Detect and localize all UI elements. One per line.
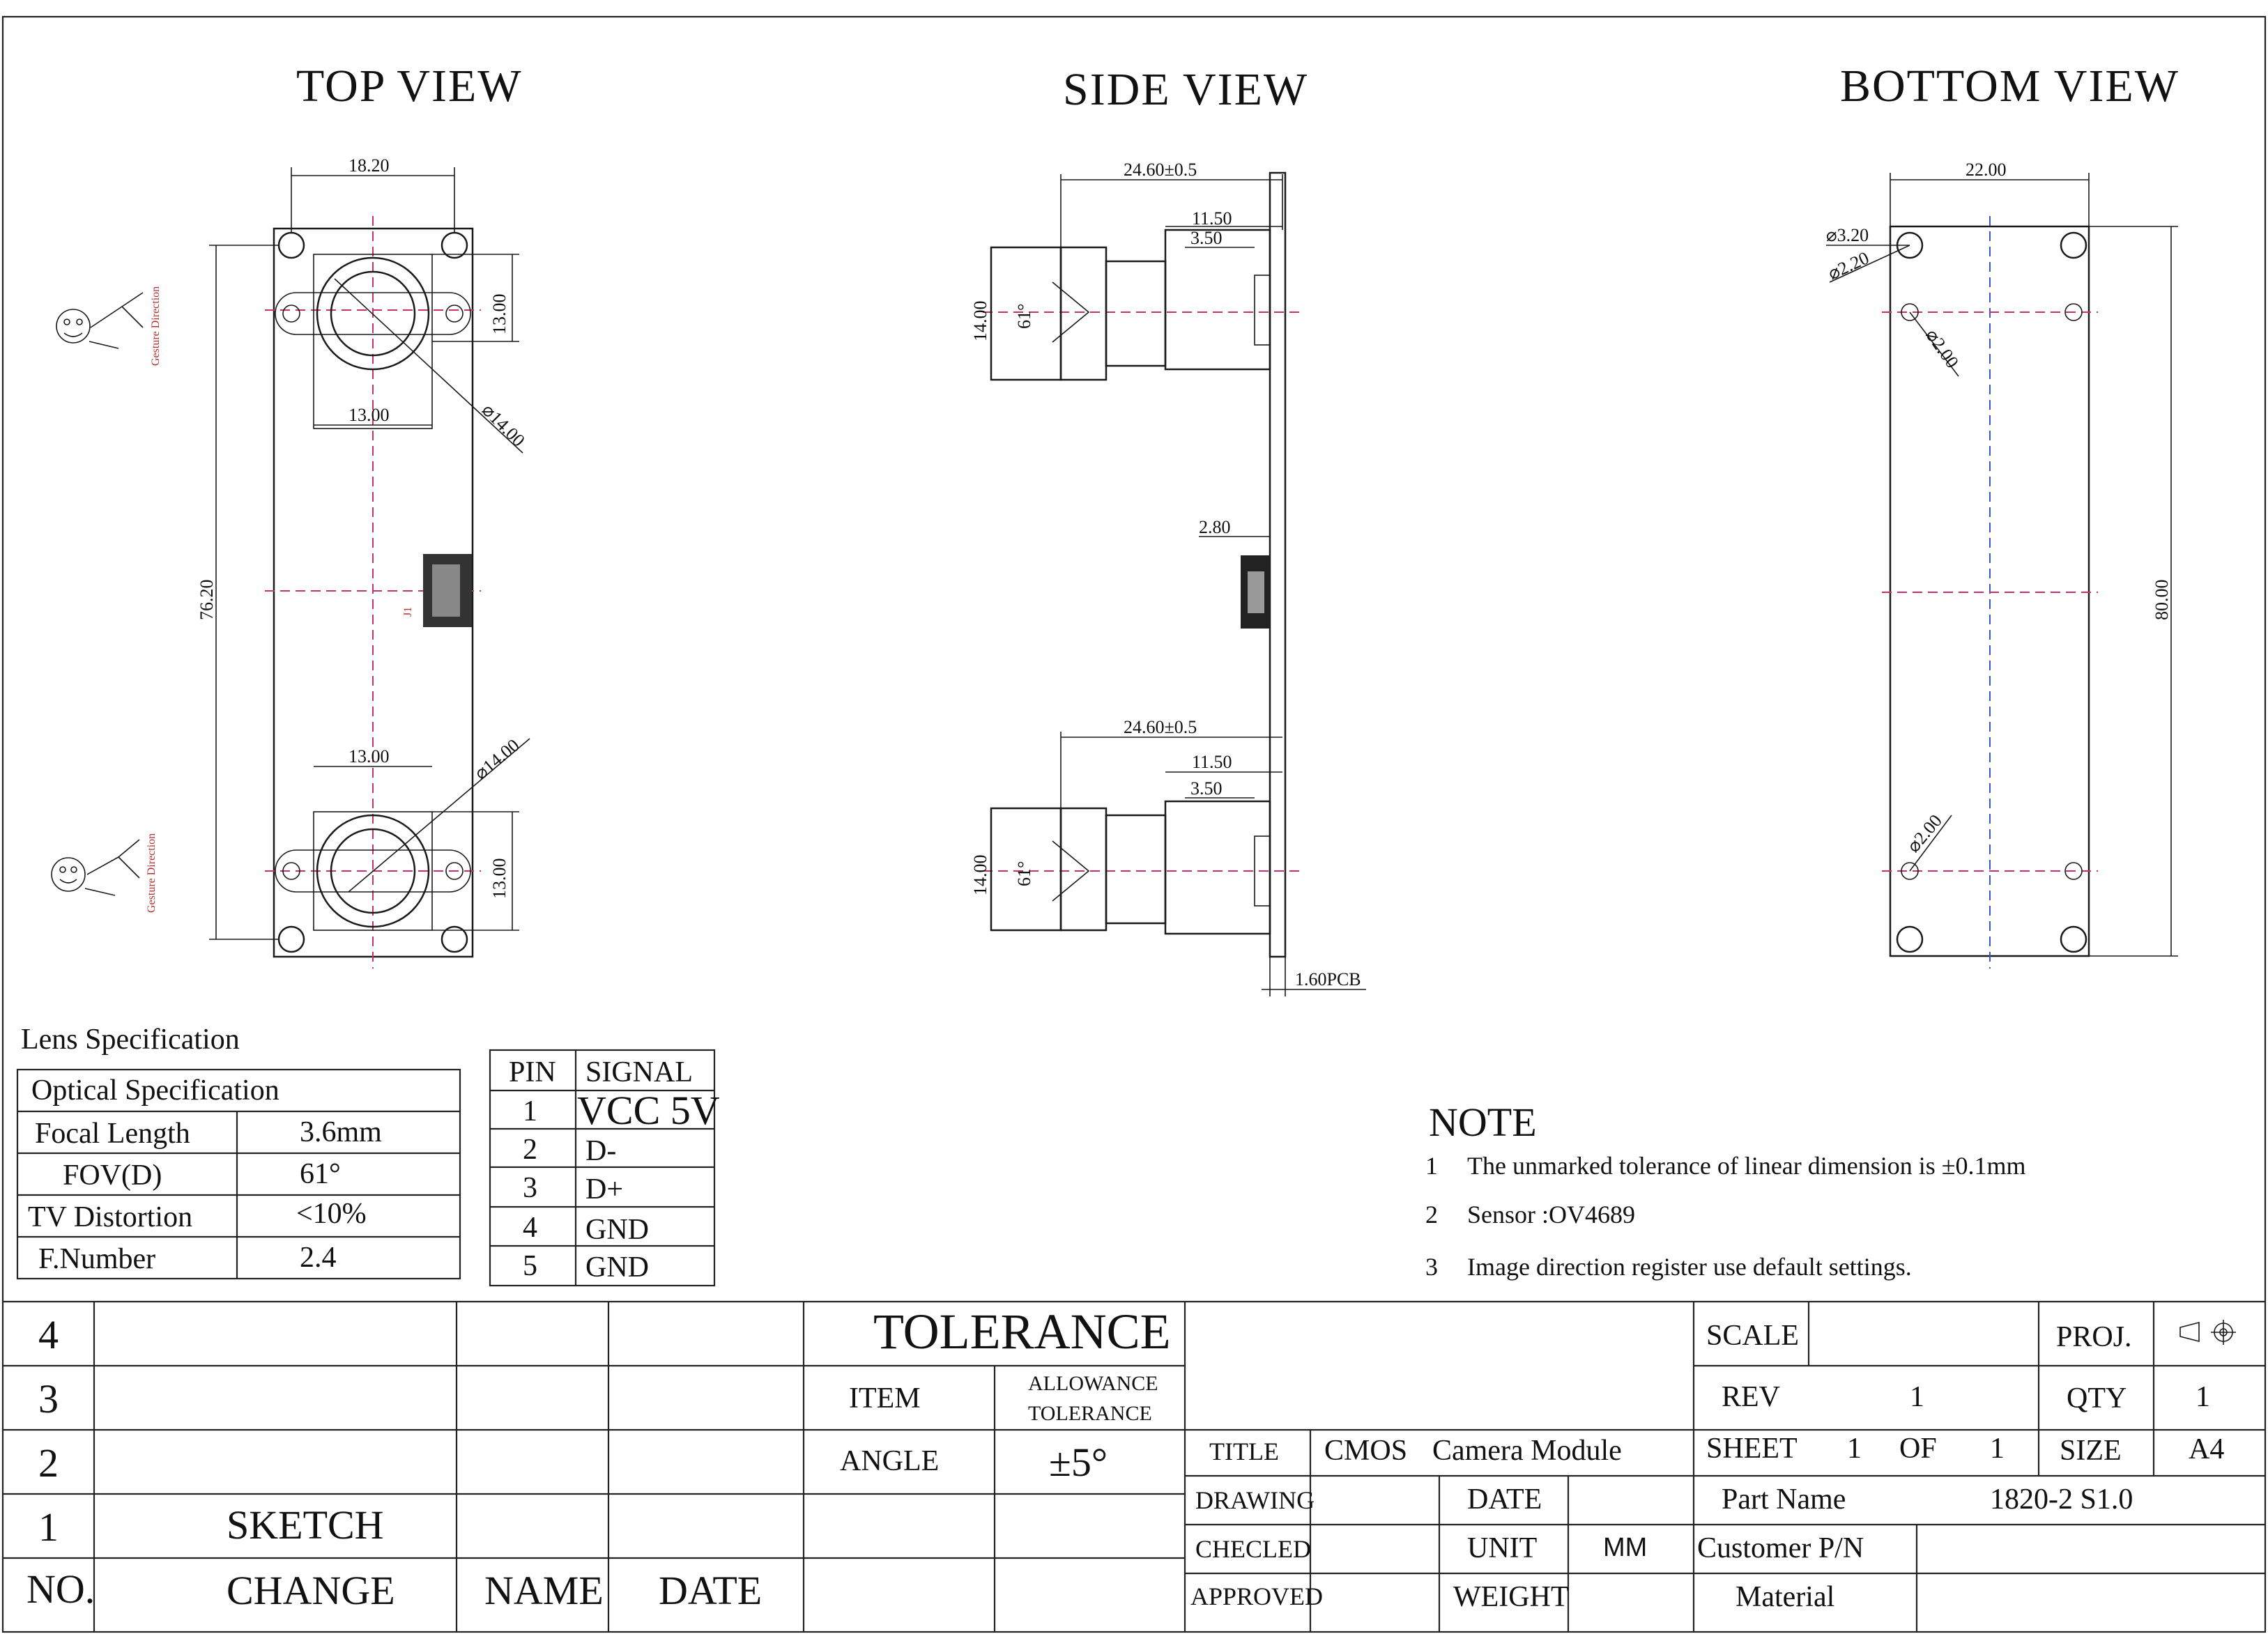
- tb-drawing: DRAWING: [1195, 1486, 1315, 1514]
- top-view: [52, 155, 530, 969]
- signal-2: D+: [585, 1173, 624, 1205]
- top-view-title: TOP VIEW: [296, 61, 523, 111]
- tolerance-item: ITEM: [849, 1382, 921, 1415]
- tb-checked: CHECLED: [1195, 1535, 1311, 1563]
- note-text-2: Image direction register use default settings.: [1467, 1253, 1912, 1281]
- notes-heading: NOTE: [1429, 1100, 1537, 1145]
- signal-header: SIGNAL: [585, 1056, 693, 1088]
- lens-spec-label-0: Focal Length: [35, 1118, 190, 1150]
- side-usb-inner: [1248, 571, 1264, 613]
- note-num-0: 1: [1425, 1152, 1438, 1180]
- signal-0: VCC 5V: [577, 1088, 720, 1133]
- tolerance-block: [840, 1304, 1171, 1485]
- bottom-mount-hole-2: [2061, 233, 2086, 258]
- signal-4: GND: [585, 1251, 649, 1284]
- top-screw-ur: [446, 305, 463, 322]
- rev-no-header: NO.: [26, 1566, 95, 1612]
- tb-title-value-2: Camera Module: [1432, 1435, 1622, 1467]
- note-text-0: The unmarked tolerance of linear dimension is ±0.1mm: [1467, 1152, 2026, 1180]
- dim-top-holder-upper: 13.00: [348, 405, 390, 425]
- pin-3: 4: [523, 1212, 537, 1244]
- bottom-mount-hole-3: [1897, 927, 1922, 952]
- icon-label-bottom: Gesture Direction: [146, 833, 158, 913]
- tb-size: SIZE: [2060, 1435, 2122, 1467]
- tb-sheet-value: 1: [1847, 1433, 1862, 1465]
- dim-bottom-hole-small: ⌀2.20: [1825, 247, 1872, 284]
- top-mount-hole-1: [279, 233, 304, 258]
- rev-change-header: CHANGE: [227, 1568, 395, 1613]
- dim-bottom-length: 80.00: [2152, 579, 2172, 620]
- lens-spec-value-0: 3.6mm: [300, 1116, 382, 1148]
- tb-part-name: Part Name: [1722, 1483, 1846, 1516]
- dim-side-holder-lower: 11.50: [1192, 752, 1232, 772]
- side-lens-upper-ring: [1061, 247, 1106, 380]
- note-num-2: 3: [1425, 1253, 1438, 1281]
- tb-customer-pn: Customer P/N: [1697, 1532, 1864, 1564]
- side-lens-lower-ring: [1061, 808, 1106, 930]
- dim-top-holder-side-upper: 13.00: [489, 293, 509, 334]
- tb-qty: QTY: [2067, 1382, 2127, 1415]
- pin-header: PIN: [509, 1056, 556, 1088]
- dim-side-base-upper: 3.50: [1190, 228, 1223, 248]
- top-connector-label: J1: [402, 606, 414, 617]
- icon-label-top: Gesture Direction: [150, 286, 162, 366]
- dim-bottom-hole-top: ⌀2.00: [1922, 325, 1963, 372]
- note-num-1: 2: [1425, 1201, 1438, 1228]
- tb-unit-value: MM: [1603, 1533, 1648, 1562]
- notes: [1425, 1100, 2026, 1281]
- lens-spec-label-2: TV Distortion: [28, 1201, 193, 1233]
- signal-1: D-: [585, 1135, 617, 1167]
- projection-symbol-icon: [2180, 1320, 2236, 1345]
- lens-spec-heading: Lens Specification: [21, 1024, 240, 1056]
- dim-side-holder-upper: 11.50: [1192, 208, 1232, 229]
- lens-spec-value-2: <10%: [296, 1198, 367, 1230]
- lens-spec-table: [17, 1024, 460, 1279]
- side-view-title: SIDE VIEW: [1063, 64, 1309, 115]
- rev-row-1: 1: [38, 1504, 59, 1550]
- tb-sheet: SHEET: [1706, 1433, 1798, 1465]
- side-lens-upper-barrel: [1106, 261, 1165, 366]
- pin-2: 3: [523, 1172, 537, 1204]
- side-pcb: [1270, 173, 1285, 957]
- lens-spec-label-1: FOV(D): [63, 1159, 162, 1192]
- tb-rev: REV: [1722, 1381, 1780, 1413]
- dim-bottom-hole-bottom: ⌀2.00: [1903, 810, 1946, 856]
- lens-spec-value-3: 2.4: [300, 1242, 337, 1274]
- side-view: [970, 160, 1366, 996]
- dim-side-height-lower: 14.00: [970, 854, 990, 895]
- tb-sheet-of: OF: [1899, 1433, 1937, 1465]
- top-screw-ul: [283, 305, 300, 322]
- tb-weight: WEIGHT: [1453, 1581, 1569, 1613]
- rev-row-3: 3: [38, 1376, 59, 1421]
- revision-block: [26, 1312, 762, 1613]
- lens-spec-header: Optical Specification: [31, 1074, 279, 1107]
- dim-top-length: 76.20: [197, 579, 217, 620]
- tb-rev-value: 1: [1910, 1381, 1924, 1413]
- rev-row-4: 4: [38, 1312, 59, 1357]
- tolerance-allowance-2: TOLERANCE: [1028, 1402, 1152, 1425]
- tb-qty-value: 1: [2196, 1381, 2210, 1413]
- rev-row-2: 2: [38, 1440, 59, 1486]
- tolerance-heading: TOLERANCE: [873, 1304, 1171, 1359]
- rev-date-header: DATE: [659, 1568, 763, 1613]
- tb-approved: APPROVED: [1190, 1582, 1324, 1610]
- signal-3: GND: [585, 1214, 649, 1246]
- side-sensor-upper: [1255, 275, 1270, 345]
- dim-bottom-width: 22.00: [1966, 160, 2007, 180]
- pin-table: [490, 1050, 720, 1286]
- dim-side-depth-lower: 24.60±0.5: [1124, 717, 1197, 737]
- tb-sheet-total: 1: [1990, 1433, 2005, 1465]
- dim-side-fov-lower: 61°: [1014, 861, 1034, 886]
- gesture-direction-icon-bottom: [52, 833, 158, 913]
- tolerance-allowance-1: ALLOWANCE: [1028, 1372, 1158, 1395]
- tb-date: DATE: [1467, 1483, 1542, 1516]
- pin-4: 5: [523, 1250, 537, 1282]
- rev-row-1-change: SKETCH: [227, 1502, 384, 1548]
- dim-side-base-lower: 3.50: [1190, 778, 1223, 799]
- tb-material: Material: [1736, 1581, 1835, 1613]
- title-block: [1190, 1320, 2236, 1613]
- tolerance-angle: ANGLE: [840, 1445, 940, 1477]
- pin-1: 2: [523, 1134, 537, 1166]
- dim-side-height-upper: 14.00: [970, 300, 990, 341]
- tb-size-value: A4: [2189, 1433, 2225, 1465]
- dim-side-pcb: 1.60PCB: [1295, 969, 1361, 989]
- tb-unit: UNIT: [1467, 1532, 1538, 1564]
- dim-top-lens-dia-lower: ⌀14.00: [470, 734, 523, 784]
- dim-side-depth-upper: 24.60±0.5: [1124, 160, 1197, 180]
- rev-name-header: NAME: [484, 1568, 604, 1613]
- dim-side-usb: 2.80: [1199, 517, 1231, 537]
- bottom-mount-hole-4: [2061, 927, 2086, 952]
- tb-scale: SCALE: [1706, 1320, 1800, 1352]
- bottom-view-title: BOTTOM VIEW: [1840, 61, 2180, 111]
- tolerance-angle-value: ±5°: [1049, 1440, 1108, 1485]
- dim-top-lens-dia-upper: ⌀14.00: [477, 399, 529, 451]
- dim-top-holder-side-lower: 13.00: [489, 858, 509, 899]
- side-lens-lower-barrel: [1106, 815, 1165, 923]
- lens-spec-label-3: F.Number: [38, 1243, 156, 1275]
- lens-spec-value-1: 61°: [300, 1158, 341, 1190]
- tb-title-value-1: CMOS: [1324, 1435, 1408, 1467]
- top-mount-hole-3: [279, 927, 304, 952]
- gesture-direction-icon-top: [56, 286, 162, 366]
- dim-top-width: 18.20: [348, 155, 390, 176]
- pin-0: 1: [523, 1095, 537, 1127]
- dim-bottom-hole-big: ⌀3.20: [1826, 225, 1869, 245]
- tb-part-name-value: 1820-2 S1.0: [1990, 1483, 2133, 1516]
- top-usb-connector-inner: [432, 564, 460, 617]
- tb-proj: PROJ.: [2056, 1321, 2132, 1353]
- bottom-view: [1825, 160, 2178, 969]
- note-text-1: Sensor :OV4689: [1467, 1201, 1635, 1228]
- dim-top-holder-lower: 13.00: [348, 746, 390, 766]
- tb-title-label: TITLE: [1209, 1438, 1279, 1465]
- dim-side-fov-upper: 61°: [1014, 303, 1034, 329]
